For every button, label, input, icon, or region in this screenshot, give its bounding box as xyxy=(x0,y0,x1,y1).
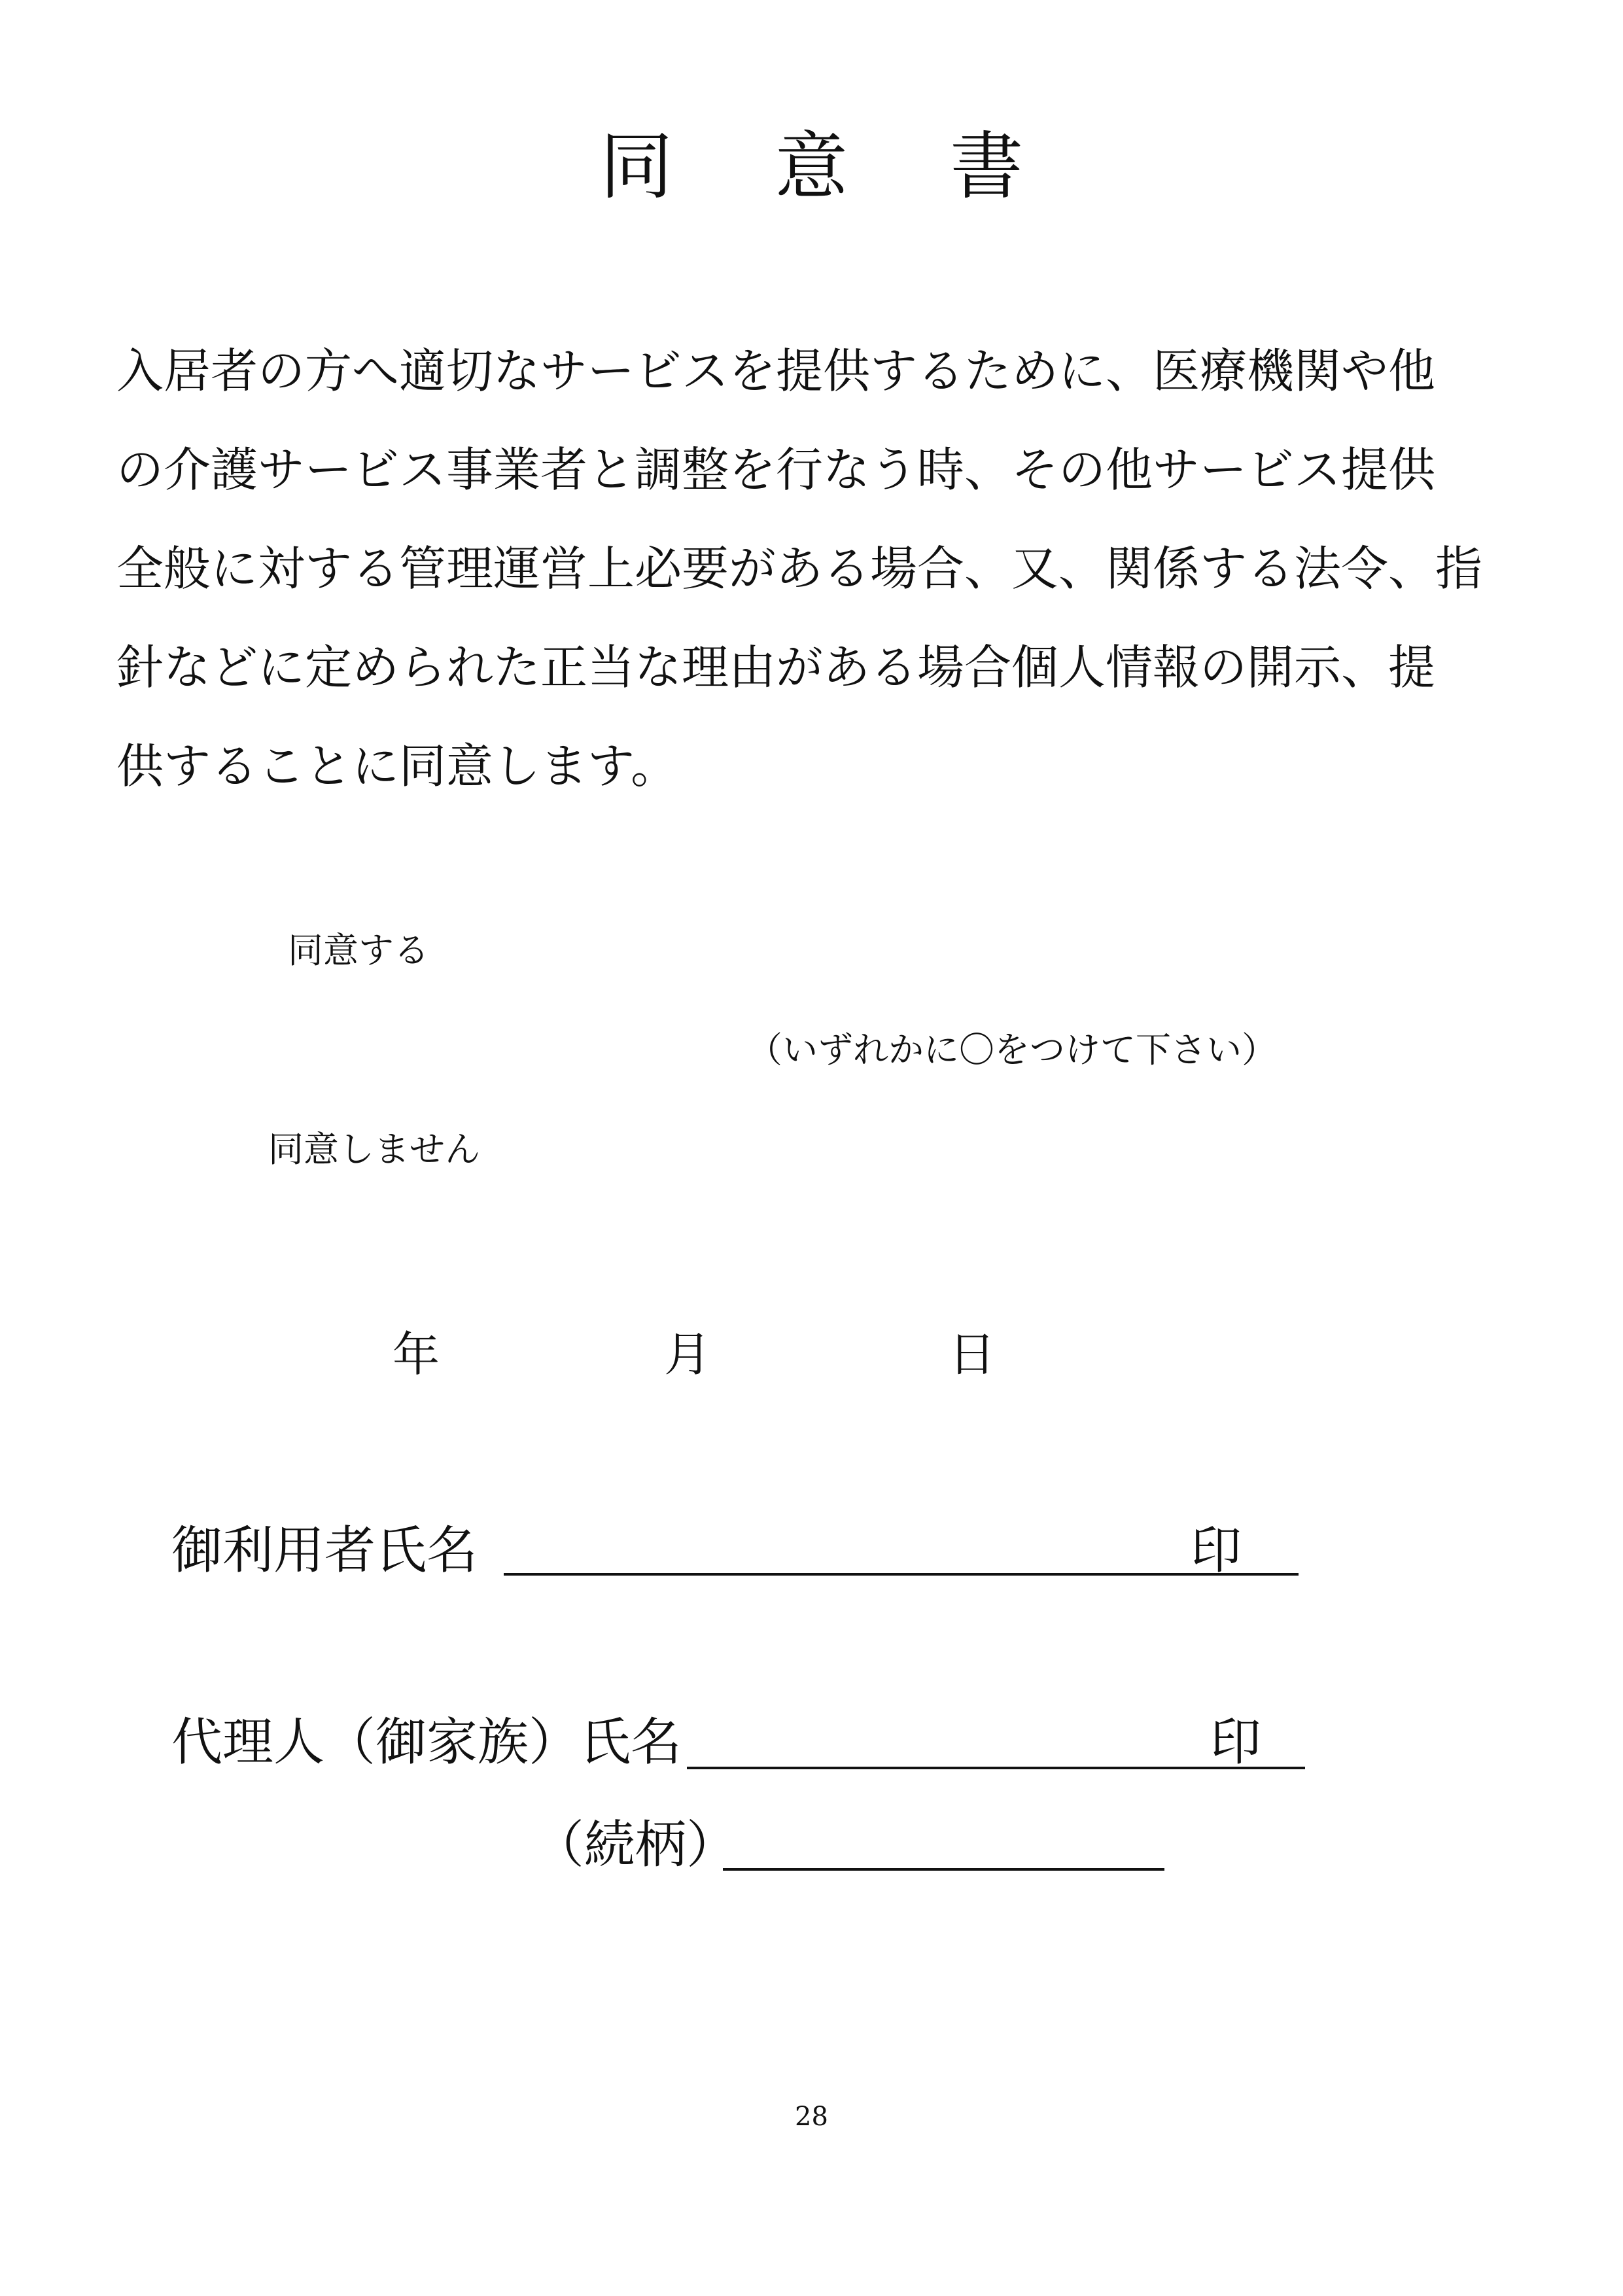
date-day-label: 日 xyxy=(949,1327,996,1382)
date-year-label: 年 xyxy=(393,1327,440,1382)
circle-instruction: （いずれかに〇をつけて下さい） xyxy=(747,1029,1277,1070)
statement-line: 針などに定められた正当な理由がある場合個人情報の開示、提 xyxy=(116,640,1436,695)
consent-statement xyxy=(116,322,1516,816)
statement-line: 全般に対する管理運営上必要がある場合、又、関係する法令、指 xyxy=(116,541,1483,596)
option-disagree[interactable]: 同意しません xyxy=(268,1129,480,1170)
user-name-label: 御利用者氏名 xyxy=(171,1521,478,1580)
relationship-field[interactable] xyxy=(723,1868,1164,1871)
statement-line: 供することに同意します。 xyxy=(116,739,678,794)
document-title: 同 意 書 xyxy=(599,124,1063,209)
statement-line: の介護サービス事業者と調整を行なう時、その他サービス提供 xyxy=(116,442,1436,497)
user-name-field[interactable] xyxy=(504,1573,1299,1576)
statement-line: 入居者の方へ適切なサービスを提供するために、医療機関や他 xyxy=(116,344,1436,398)
date-month-label: 月 xyxy=(664,1327,712,1382)
relationship-label: （続柄） xyxy=(533,1816,738,1875)
user-seal-mark: 印 xyxy=(1191,1521,1242,1580)
option-agree[interactable]: 同意する xyxy=(288,930,429,971)
agent-seal-mark: 印 xyxy=(1210,1713,1262,1772)
agent-name-label: 代理人（御家族）氏名 xyxy=(171,1713,682,1772)
page-number: 28 xyxy=(795,2102,828,2132)
